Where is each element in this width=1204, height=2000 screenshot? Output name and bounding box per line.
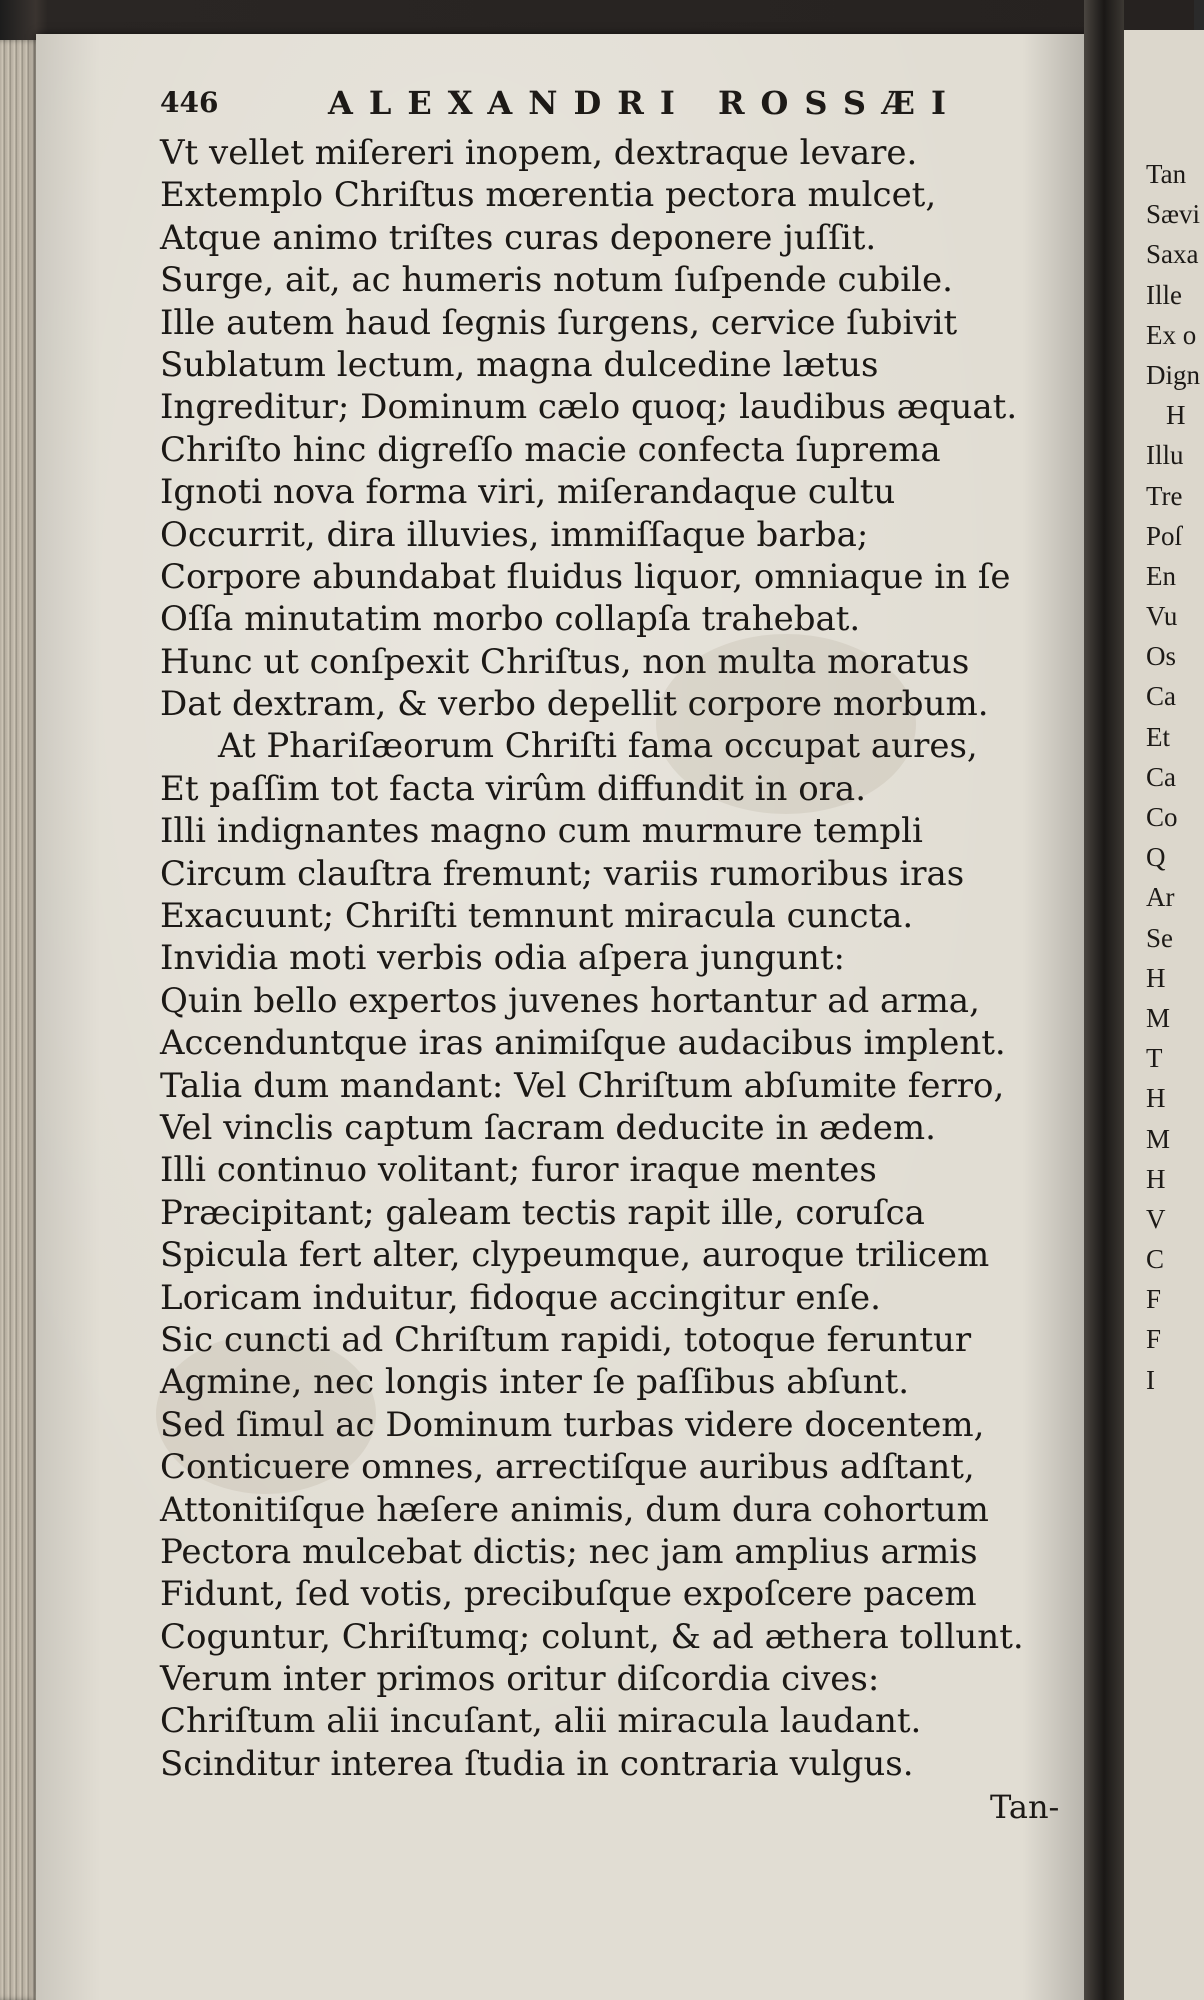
right-page-line-fragment: Vu xyxy=(1146,601,1178,632)
verse-line: Vel vinclis captum ſacram deducite in ædem. xyxy=(160,1107,936,1148)
right-page-line-fragment: M xyxy=(1146,1002,1171,1033)
verse-line: Spicula fert alter, clypeumque, auroque trilicem xyxy=(160,1235,990,1276)
verse-line: Ingreditur; Dominum cælo quoq; laudibus æquat. xyxy=(160,387,1018,428)
right-page xyxy=(1124,30,1204,2000)
verse-line: Præcipitant; galeam tectis rapit ille, coruſca xyxy=(160,1192,925,1233)
right-page-line-fragment: H xyxy=(1146,1083,1166,1114)
verse-line: At Phariſæorum Chriſti fama occupat aures, xyxy=(218,726,978,767)
verse-line: Invidia moti verbis odia aſpera jungunt: xyxy=(160,938,845,979)
right-page-line-fragment: Dign xyxy=(1146,359,1200,390)
right-page-line-fragment: Et xyxy=(1146,721,1170,752)
verse-line: Coguntur, Chriſtumq; colunt, & ad æthera tollunt. xyxy=(160,1616,1024,1657)
right-page-line-fragment: H xyxy=(1146,962,1166,993)
verse-line: Fidunt, ſed votis, precibuſque expoſcere pacem xyxy=(160,1574,977,1615)
verse-line: Atque animo triſtes curas deponere juſſit. xyxy=(160,217,877,258)
right-page-line-fragment: M xyxy=(1146,1123,1171,1154)
right-page-line-fragment: Ex o xyxy=(1146,319,1197,350)
verse-line: Vt vellet miſereri inopem, dextraque levare. xyxy=(160,133,918,173)
right-page-text xyxy=(1146,154,1200,1400)
verse-line: Sic cuncti ad Chriſtum rapidi, totoque feruntur xyxy=(160,1319,972,1360)
verse-line: Pectora mulcebat dictis; nec jam amplius armis xyxy=(160,1531,978,1572)
right-page-line-fragment: Illu xyxy=(1146,440,1184,471)
verse-text xyxy=(160,132,1090,1785)
right-page-line-fragment: F xyxy=(1146,1324,1162,1355)
verse-line: Extemplo Chriſtus mœrentia pectora mulcet, xyxy=(160,175,937,216)
verse-line: Exacuunt; Chriſti temnunt miracula cuncta. xyxy=(160,896,914,937)
verse-line: Verum inter primos oritur diſcordia cives: xyxy=(160,1659,880,1700)
verse-line: Hunc ut conſpexit Chriſtus, non multa moratus xyxy=(160,641,970,682)
verse-line: Illi continuo volitant; furor iraque mentes xyxy=(160,1150,877,1191)
verse-line: Conticuere omnes, arrectiſque auribus adſtant, xyxy=(160,1447,975,1488)
right-page-line-fragment: Tre xyxy=(1146,480,1183,511)
verse-line: Dat dextram, & verbo depellit corpore morbum. xyxy=(160,684,989,725)
catchword: Tan- xyxy=(990,1788,1060,1826)
right-page-line-fragment: I xyxy=(1146,1364,1155,1395)
verse-line: Quin bello expertos juvenes hortantur ad arma, xyxy=(160,980,980,1021)
right-page-line-fragment: C xyxy=(1146,1244,1165,1275)
verse-line: Et paſſim tot facta virûm diffundit in ora. xyxy=(160,768,867,809)
right-page-line-fragment: Saxa xyxy=(1146,239,1199,270)
running-head-title: ALEXANDRI ROSSÆI xyxy=(328,84,962,122)
right-page-line-fragment: Se xyxy=(1146,922,1173,953)
verse-line: Accenduntque iras animiſque audacibus implent. xyxy=(160,1023,1006,1064)
verse-line: Corpore abundabat fluidus liquor, omniaque in ſe xyxy=(160,556,1011,597)
right-page-line-fragment: Q xyxy=(1146,842,1166,873)
verse-line: Chriſto hinc digreſſo macie confecta ſuprema xyxy=(160,429,941,470)
right-page-line-fragment: Os xyxy=(1146,641,1177,672)
verse-line: Attonitiſque hæſere animis, dum dura cohortum xyxy=(160,1489,989,1530)
verse-line: Talia dum mandant: Vel Chriſtum abſumite ferro, xyxy=(160,1065,1005,1106)
verse-line: Sed ſimul ac Dominum turbas videre docentem, xyxy=(160,1404,985,1445)
right-page-line-fragment: H xyxy=(1166,400,1186,431)
verse-line: Occurrit, dira illuvies, immiſſaque barba; xyxy=(160,514,869,555)
verse-line: Loricam induitur, fidoque accingitur enſe. xyxy=(160,1277,881,1318)
right-page-line-fragment: Ar xyxy=(1146,882,1175,913)
verse-line: Illi indignantes magno cum murmure templi xyxy=(160,811,923,852)
book-gutter xyxy=(1084,0,1124,2000)
verse-line: Circum clauſtra fremunt; variis rumoribus iras xyxy=(160,853,965,894)
right-page-line-fragment: Tan xyxy=(1146,159,1187,189)
right-page-line-fragment: Ille xyxy=(1146,279,1182,310)
right-page-line-fragment: Ca xyxy=(1146,681,1176,712)
right-page-line-fragment: En xyxy=(1146,560,1176,591)
right-page-line-fragment: H xyxy=(1146,1163,1166,1194)
page-number: 446 xyxy=(160,86,219,119)
verse-line: Oſſa minutatim morbo collapſa trahebat. xyxy=(160,599,861,640)
verse-line: Chriſtum alii incuſant, alii miracula laudant. xyxy=(160,1701,922,1742)
right-page-line-fragment: V xyxy=(1146,1203,1166,1234)
verse-line: Scinditur interea ſtudia in contraria vulgus. xyxy=(160,1743,914,1784)
verse-line: Ille autem haud ſegnis ſurgens, cervice ſubivit xyxy=(160,302,958,343)
right-page-line-fragment: Co xyxy=(1146,802,1178,832)
right-page-line-fragment: Poſ xyxy=(1146,520,1183,551)
right-page-line-fragment: Ca xyxy=(1146,761,1176,792)
verse-line: Agmine, nec longis inter ſe paſſibus abſunt. xyxy=(160,1362,910,1403)
verse-line: Sublatum lectum, magna dulcedine lætus xyxy=(160,344,879,385)
verse-line: Ignoti nova forma viri, miſerandaque cultu xyxy=(160,472,896,513)
right-page-line-fragment: F xyxy=(1146,1284,1162,1315)
right-page-line-fragment: T xyxy=(1146,1043,1163,1074)
verse-line: Surge, ait, ac humeris notum ſuſpende cubile. xyxy=(160,260,953,301)
running-head xyxy=(160,84,962,126)
right-page-line-fragment: Sævi xyxy=(1146,199,1201,230)
